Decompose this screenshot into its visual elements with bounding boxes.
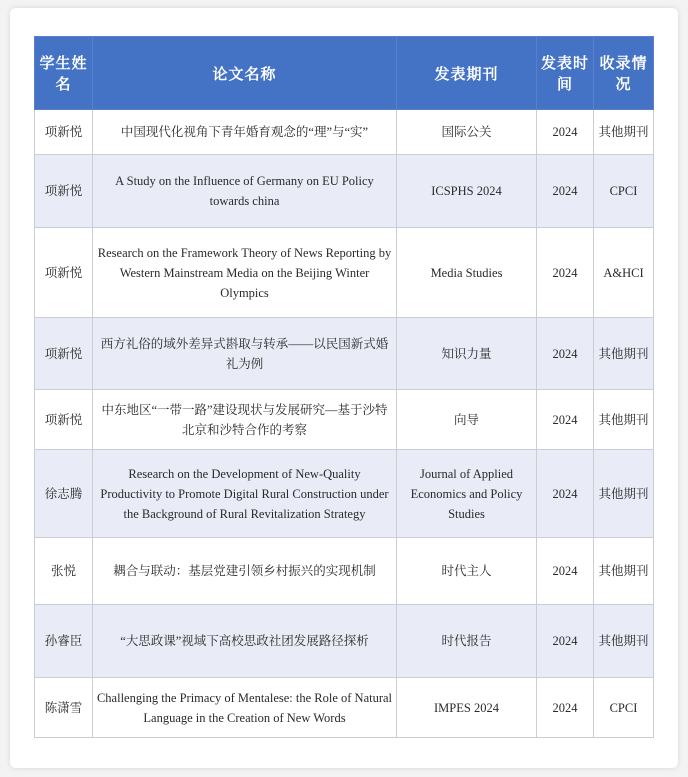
paper-title-cell: Challenging the Primacy of Mentalese: the Role of Natural Language in the Creation of New Words <box>93 678 397 738</box>
year-cell: 2024 <box>537 538 594 605</box>
journal-cell: 国际公关 <box>397 110 537 155</box>
student-name-cell: 项新悦 <box>35 110 93 155</box>
index-cell: 其他期刊 <box>594 110 654 155</box>
table-row <box>35 390 654 450</box>
year-cell: 2024 <box>537 450 594 538</box>
table-row <box>35 110 654 155</box>
table-row <box>35 318 654 390</box>
year-cell: 2024 <box>537 155 594 228</box>
year-cell: 2024 <box>537 228 594 318</box>
student-name-cell: 项新悦 <box>35 390 93 450</box>
journal-cell: 知识力量 <box>397 318 537 390</box>
paper-title-cell: “大思政课”视域下高校思政社团发展路径探析 <box>93 605 397 678</box>
index-cell: CPCI <box>594 155 654 228</box>
student-name-cell: 陈潇雪 <box>35 678 93 738</box>
header-student-name: 学生姓名 <box>35 37 93 110</box>
index-cell: 其他期刊 <box>594 390 654 450</box>
index-cell: A&HCI <box>594 228 654 318</box>
header-journal: 发表期刊 <box>397 37 537 110</box>
journal-cell: 向导 <box>397 390 537 450</box>
paper-title-cell: 耦合与联动：基层党建引领乡村振兴的实现机制 <box>93 538 397 605</box>
header-indexing: 收录情况 <box>594 37 654 110</box>
journal-cell: Media Studies <box>397 228 537 318</box>
paper-title-cell: 中东地区“一带一路”建设现状与发展研究—基于沙特北京和沙特合作的考察 <box>93 390 397 450</box>
table-row <box>35 450 654 538</box>
journal-cell: 时代报告 <box>397 605 537 678</box>
journal-cell: IMPES 2024 <box>397 678 537 738</box>
student-name-cell: 项新悦 <box>35 155 93 228</box>
index-cell: 其他期刊 <box>594 605 654 678</box>
table-row <box>35 605 654 678</box>
index-cell: 其他期刊 <box>594 318 654 390</box>
header-paper-title: 论文名称 <box>93 37 397 110</box>
student-name-cell: 项新悦 <box>35 228 93 318</box>
index-cell: 其他期刊 <box>594 538 654 605</box>
year-cell: 2024 <box>537 390 594 450</box>
paper-title-cell: Research on the Framework Theory of News Reporting by Western Mainstream Media on the Beijing Winter Olympics <box>93 228 397 318</box>
year-cell: 2024 <box>537 605 594 678</box>
table-row <box>35 228 654 318</box>
paper-title-cell: Research on the Development of New-Quality Productivity to Promote Digital Rural Construction under the Background of Rural Revitalization Strategy <box>93 450 397 538</box>
student-name-cell: 孙睿臣 <box>35 605 93 678</box>
publications-table <box>34 36 654 738</box>
table-header-row <box>35 37 654 110</box>
journal-cell: ICSPHS 2024 <box>397 155 537 228</box>
paper-title-cell: A Study on the Influence of Germany on EU Policy towards china <box>93 155 397 228</box>
journal-cell: Journal of Applied Economics and Policy Studies <box>397 450 537 538</box>
student-name-cell: 张悦 <box>35 538 93 605</box>
year-cell: 2024 <box>537 110 594 155</box>
table-row <box>35 678 654 738</box>
year-cell: 2024 <box>537 678 594 738</box>
table-row <box>35 538 654 605</box>
student-name-cell: 徐志腾 <box>35 450 93 538</box>
index-cell: 其他期刊 <box>594 450 654 538</box>
header-publish-year: 发表时间 <box>537 37 594 110</box>
index-cell: CPCI <box>594 678 654 738</box>
journal-cell: 时代主人 <box>397 538 537 605</box>
table-row <box>35 155 654 228</box>
year-cell: 2024 <box>537 318 594 390</box>
student-name-cell: 项新悦 <box>35 318 93 390</box>
paper-title-cell: 中国现代化视角下青年婚育观念的“理”与“实” <box>93 110 397 155</box>
paper-title-cell: 西方礼俗的域外差异式斟取与转承——以民国新式婚礼为例 <box>93 318 397 390</box>
